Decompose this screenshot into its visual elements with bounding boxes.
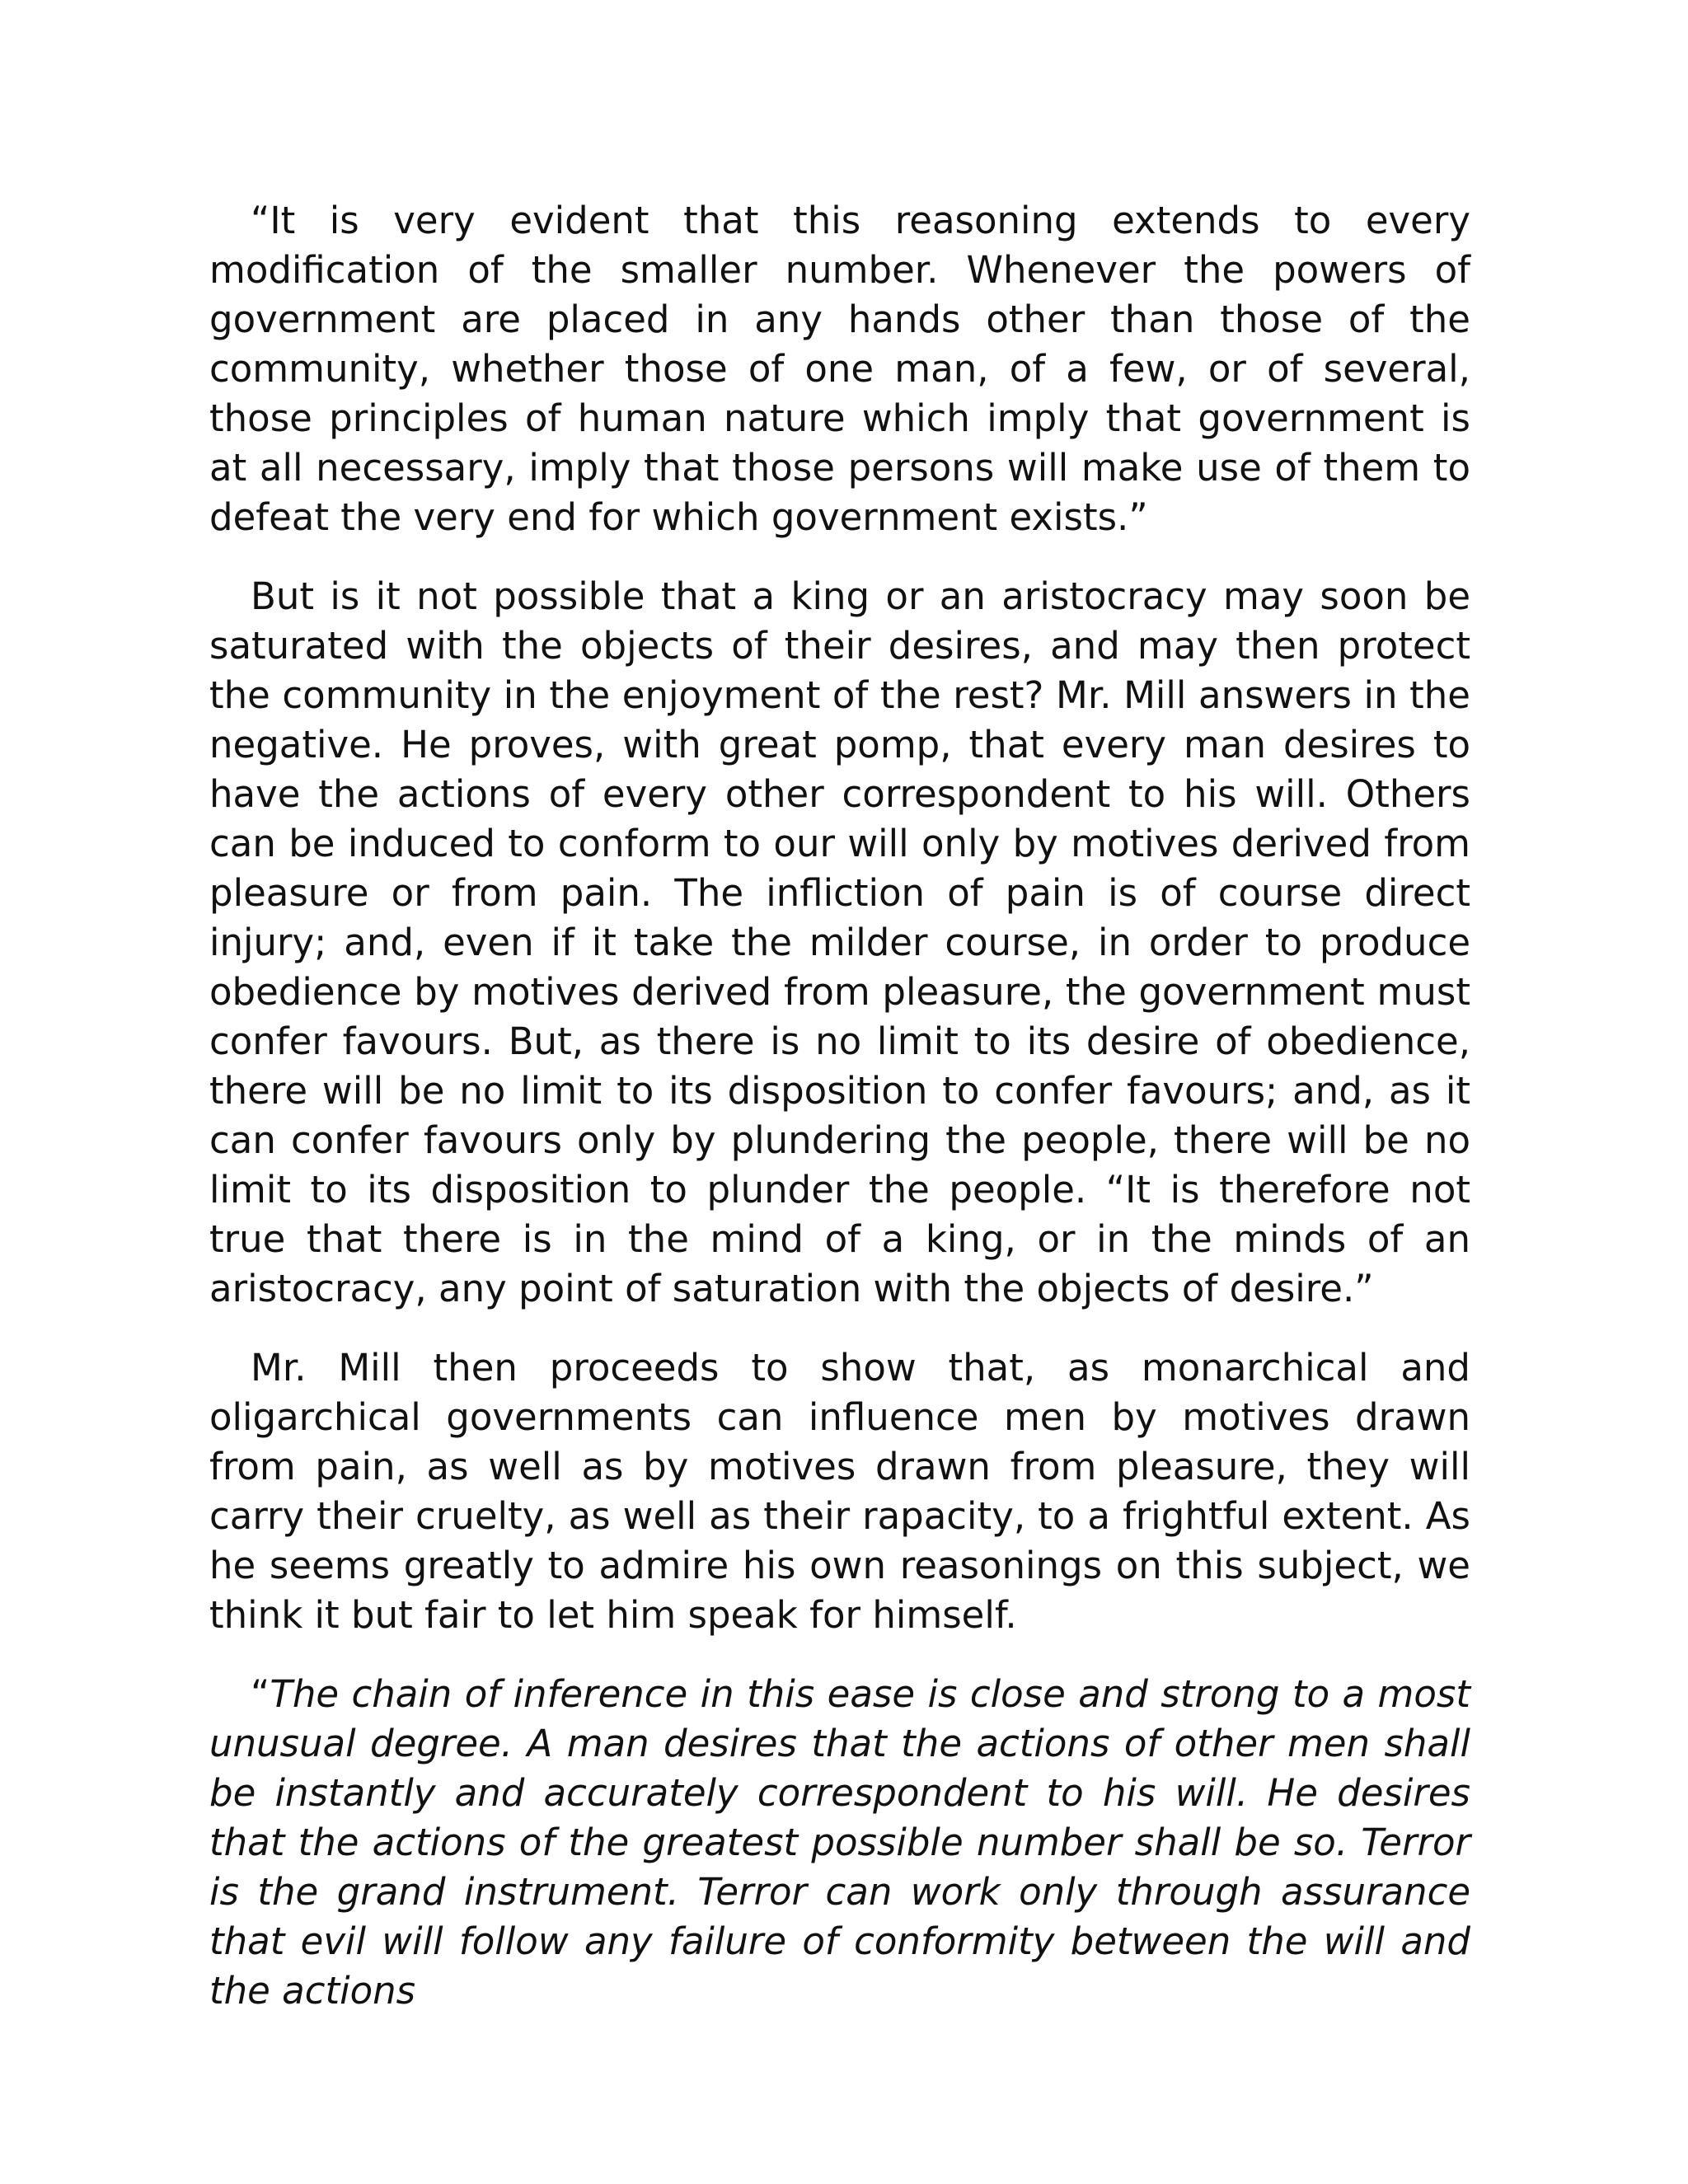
paragraph-3: Mr. Mill then proceeds to show that, as monarchical and oligarchical governments can influence men by motives drawn from pain, as well as by motives drawn from pleasure, they will carry their cruelty, as well as their rapacity, to a frightful extent. As he seems greatly to admire his own reasonings on this subject, we think it but fair to let him speak for himself. xyxy=(209,1346,1470,1637)
paragraph-4-text: The chain of inference in this ease is close and strong to a most unusual degree. A man desires that the actions of other men shall be instantly and accurately correspondent to his will. He desires that the actions of the greatest possible number shall be so. Terror is the grand instrument. Terror can work only through assurance that evil will follow any failure of conformity between the will and the actions xyxy=(209,1672,1470,2013)
paragraph-1: “It is very evident that this reasoning extends to every modification of the smaller number. Whenever the powers of government are placed in any hands other than those of the community, whether those of one man, of a few, or of several, those principles of human nature which imply that government is at all necessary, imply that those persons will make use of them to defeat the very end for which government exists.” xyxy=(209,199,1470,539)
paragraph-2: But is it not possible that a king or an aristocracy may soon be saturated with the objects of their desires, and may then protect the community in the enjoyment of the rest? Mr. Mill answers in the negative. He proves, with great pomp, that every man desires to have the actions of every other correspondent to his will. Others can be induced to conform to our will only by motives derived from pleasure or from pain. The infliction of pain is of course direct injury; and, even if it take the milder course, in order to produce obedience by motives derived from pleasure, the government must confer favours. But, as there is no limit to its desire of obedience, there will be no limit to its disposition to confer favours; and, as it can confer favours only by plundering the people, there will be no limit to its disposition to plunder the people. “It is therefore not true that there is in the mind of a king, or in the minds of an aristocracy, any point of saturation with the objects of desire.” xyxy=(209,574,1470,1310)
paragraph-4-quotation xyxy=(209,1670,1470,2016)
opening-quote-mark: “ xyxy=(251,1672,270,1716)
text-column xyxy=(209,196,1470,2046)
